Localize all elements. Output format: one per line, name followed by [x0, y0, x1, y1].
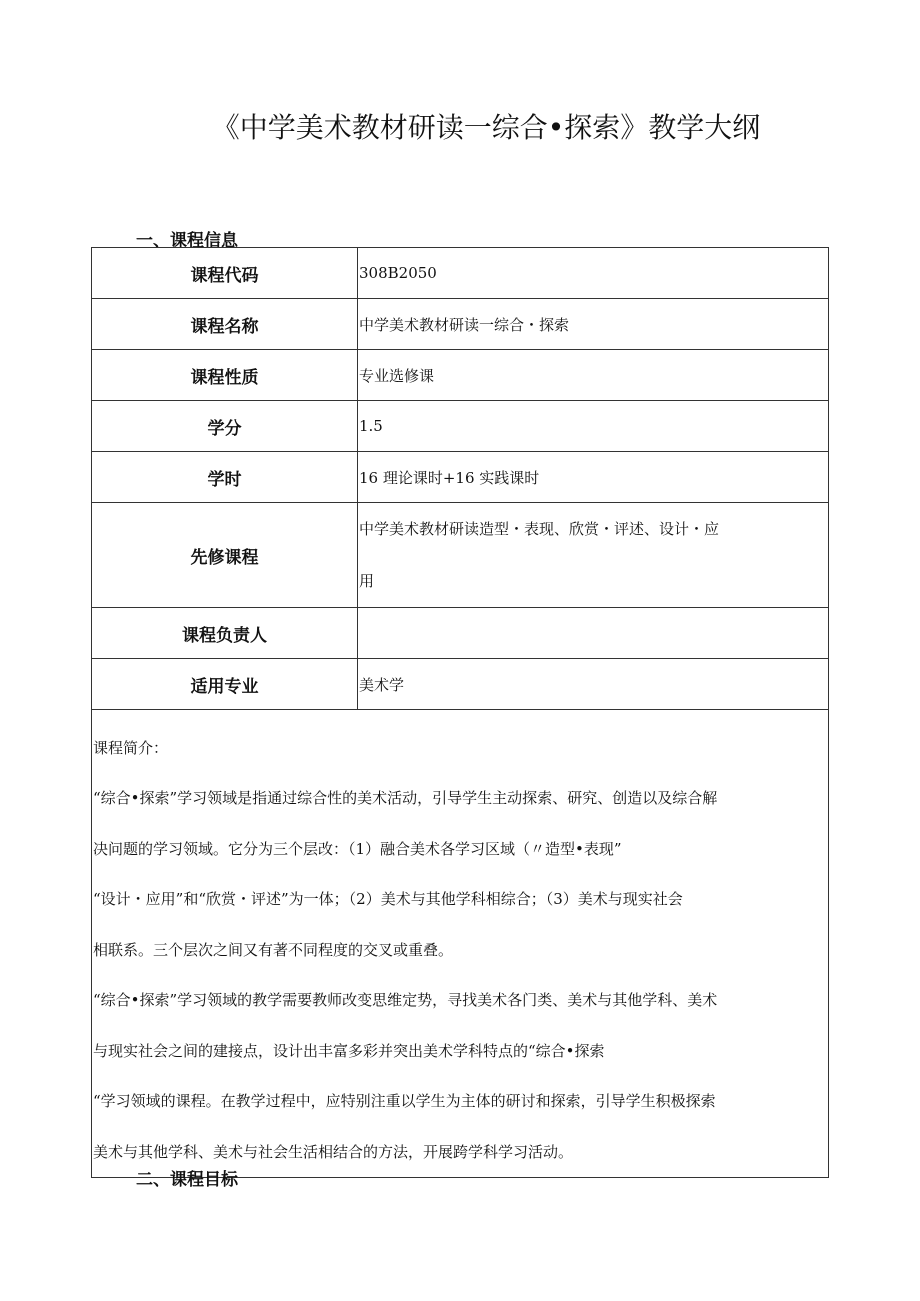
- row-label: 课程代码: [92, 248, 358, 299]
- table-row: [92, 350, 829, 401]
- table-row: [92, 248, 829, 299]
- row-value: 308B2050: [358, 248, 829, 299]
- summary-row: [92, 710, 829, 1178]
- row-label: 课程负责人: [92, 608, 358, 659]
- table-row: [92, 401, 829, 452]
- summary-line: 决问题的学习领域。它分为三个层改：（1）融合美术各学习区域（〃造型•表现”: [93, 839, 622, 858]
- row-label: 课程名称: [92, 299, 358, 350]
- summary-line: 相联系。三个层次之间又有著不同程度的交叉或重叠。: [93, 940, 454, 959]
- section-heading-course-info: 一、课程信息: [136, 231, 238, 251]
- row-label: 先修课程: [92, 503, 358, 608]
- row-value: [358, 608, 829, 659]
- summary-line: “综合•探索”学习领域的教学需要教师改变思维定势，寻找美术各门类、美术与其他学科、美术: [93, 991, 718, 1009]
- document-title: 《中学美术教材研读一综合•探索》教学大纲: [211, 111, 761, 144]
- row-value: 1.5: [358, 401, 829, 452]
- table-row: [92, 503, 829, 608]
- table-row: [92, 608, 829, 659]
- summary-line: 美术与其他学科、美术与社会生活相结合的方法，开展跨学科学习活动。: [93, 1142, 574, 1161]
- value-line: 中学美术教材研读造型・表现、欣赏・评述、设计・应: [359, 520, 720, 538]
- value-line: 用: [359, 572, 375, 590]
- section-heading-course-objectives: 二、课程目标: [136, 1170, 238, 1190]
- table-row: [92, 659, 829, 710]
- summary-line: “设计・应用”和“欣赏・评述”为一体；（2）美术与其他学科相综合；（3）美术与现实社会: [93, 890, 683, 908]
- row-label: 学分: [92, 401, 358, 452]
- row-value: 专业选修课: [358, 350, 829, 401]
- row-label: 学时: [92, 452, 358, 503]
- summary-line: 与现实社会之间的建接点，设计出丰富多彩并突出美术学科特点的“综合•探索: [93, 1041, 605, 1060]
- row-value: 16 理论课时+16 实践课时: [358, 452, 829, 503]
- course-info-table: [91, 247, 829, 1178]
- course-summary: [92, 710, 829, 1178]
- row-value: [358, 503, 829, 608]
- summary-line: “综合•探索”学习领域是指通过综合性的美术活动，引导学生主动探索、研究、创造以及综合解: [93, 789, 718, 807]
- table-row: [92, 299, 829, 350]
- table-row: [92, 452, 829, 503]
- summary-line: “学习领域的课程。在教学过程中，应特别注重以学生为主体的研讨和探索，引导学生积极探索: [93, 1092, 716, 1110]
- summary-heading: 课程简介：: [93, 739, 169, 757]
- row-label: 课程性质: [92, 350, 358, 401]
- row-label: 适用专业: [92, 659, 358, 710]
- row-value: 中学美术教材研读一综合・探索: [358, 299, 829, 350]
- row-value: 美术学: [358, 659, 829, 710]
